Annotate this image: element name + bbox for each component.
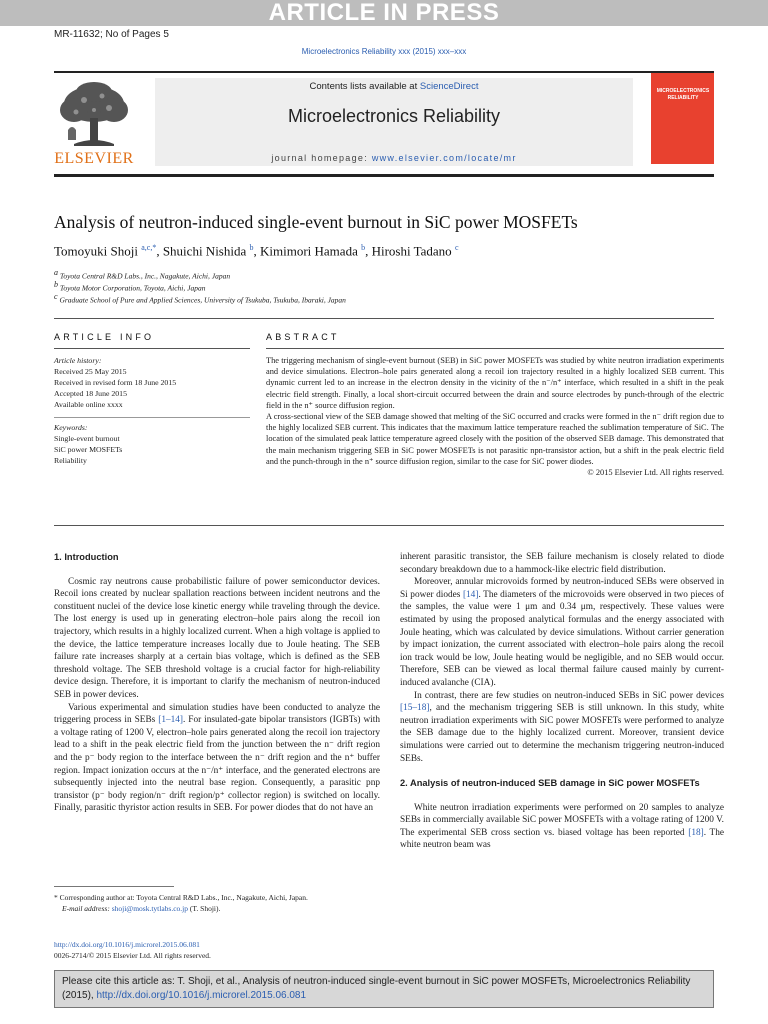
header-bottom-rule [54, 174, 714, 177]
author-list: Tomoyuki Shoji $^{a,c,*}$, Shuichi Nishida $^b$, Kimimori Hamada $^b$, Hiroshi Tadano $^c$ [54, 243, 459, 259]
contents-prefix: Contents lists available at [309, 81, 420, 92]
footnote-text: * Corresponding author at: Toyota Central R&D Labs., Inc., Nagakute, Aichi, Japan. [54, 893, 308, 902]
reference-link[interactable]: [14] [462, 589, 479, 600]
author-name: Kimimori Hamada [260, 243, 358, 259]
manuscript-id: MR-11632; No of Pages 5 [54, 29, 169, 40]
author-name: Shuichi Nishida [162, 243, 247, 259]
contents-line [155, 81, 633, 92]
affiliation-rule [54, 318, 714, 319]
header-top-rule [54, 71, 714, 73]
homepage-link[interactable]: www.elsevier.com/locate/mr [371, 153, 517, 163]
article-title: Analysis of neutron-induced single-event burnout in SiC power MOSFETs [54, 212, 578, 232]
citation-doi-link[interactable]: http://dx.doi.org/10.1016/j.microrel.2015.06.081 [96, 989, 307, 1001]
corresponding-author-footnote [54, 892, 384, 914]
author-affiliation-marker[interactable]: c [454, 243, 459, 252]
banner-text: ARTICLE IN PRESS [268, 0, 500, 26]
journal-title: Microelectronics Reliability [287, 106, 501, 126]
body-paragraph: Various experimental and simulation studies have been conducted to analyze the triggering process in SEBs [1–14]. For insulated-gate bipolar transistors (IGBTs) with a voltage rating of 1200 V, electron–hole pairs generated along the recoil ion trajectory lead to a shift in the peak electric field from the junction between the n⁻ drift region and the p⁻ body region to the interface between the n⁻ drift region and the n⁺ buffer region. Impact ionization occurs at the n⁻/n⁺ interface, and the generated electrons are subsequently injected into the neutral base region. Consequently, a parasitic pnp transistor (p⁻ body region/n⁻ drift region/p⁺ collector region) is switched on locally. Finally, parasitic thyristor action results in SEB. For power diodes that do not have an [54, 702, 380, 814]
elsevier-wordmark: ELSEVIER [54, 150, 134, 167]
reference-link[interactable]: [15–18] [400, 703, 430, 714]
section-heading: 1. Introduction [54, 552, 119, 562]
body-paragraph: inherent parasitic transistor, the SEB failure mechanism is closely related to diode secondary breakdown due to a hammock-like electric field distribution. [400, 552, 724, 575]
abstract-paragraph: The triggering mechanism of single-event burnout (SEB) in SiC power MOSFETs was studied by white neutron irradiation experiments and device simulations. Electron–hole pairs generated along a recoil ion trajectory resulted in a highly localized SEB current. This dynamic current led to an increase in the electron density in the vicinity of the n⁻/n⁺ interface, which resulted in a shift in the peak electric field strength. Finally, a local short-circuit occurred between the drain and source electrodes by punch-through of the electric field in the n⁺ source diffusion region. [266, 356, 724, 410]
history-item: Received in revised form 18 June 2015 [54, 378, 177, 387]
history-item: Accepted 18 June 2015 [54, 389, 127, 398]
homepage-prefix: journal homepage: [271, 153, 372, 163]
history-item: Received 25 May 2015 [54, 367, 127, 376]
abstract-bottom-rule [54, 525, 724, 526]
article-info-heading: ARTICLE INFO [54, 332, 155, 342]
article-history [54, 355, 176, 410]
email-line: E-mail address: shoji@mosk.tytlabs.co.jp (T. Shoji). [62, 904, 221, 913]
body-right-column [400, 551, 724, 852]
affiliation-c: $^c$ Graduate School of Pure and Applied Sciences, University of Tsukuba, Tsukuba, Ibaraki, Japan [54, 292, 346, 305]
abstract-paragraph: A cross-sectional view of the SEB damage showed that melting of the SiC occurred and cracks were formed in the n⁻ drift region due to the highly localized SEB current. This indicates that the maximum lattice temperature reached the sublimation temperature of SiC. The location of the simulated peak lattice temperature agreed closely with the position of the observed SEB damage. This demonstrated that the main mechanism triggering SEB in SiC power MOSFETs is not parasitic npn-transistor action, but a shift in the peak electric field and the punch-through in the n⁺ source diffusion region, similar to the case for SiC power diodes. [266, 412, 724, 466]
sciencedirect-link[interactable]: ScienceDirect [419, 81, 479, 92]
article-info-rule [54, 348, 250, 349]
abstract-heading: ABSTRACT [266, 332, 340, 342]
affiliation-b: $^b$ Toyota Motor Corporation, Toyota, Aichi, Japan [54, 280, 206, 293]
keywords-block [54, 422, 122, 466]
body-paragraph: White neutron irradiation experiments were performed on 20 samples to analyze SEBs in commercially available SiC power MOSFETs with a voltage rating of 1200 V. The experimental SEB cross section vs. biased voltage has been reported [18]. The white neutron beam was [400, 802, 724, 851]
issn-line: 0026-2714/© 2015 Elsevier Ltd. All rights reserved. [54, 951, 211, 960]
body-paragraph: Moreover, annular microvoids formed by neutron-induced SEBs were observed in Si power diodes [14]. The diameters of the microvoids were observed in two pieces of the samples, the value were 1 μm and 0.34 μm, respectively. These values were estimated by using the proposed analytical formulas and the energy associated with Joule heating, which was calculated by device simulations. Without carrier generation by impact ionization, the current associated with electron–hole pairs along the recoil ion track would be low, Joule heating would be negligible, and no SEB would occur. Therefore, SEB can be viewed as local thermal failure caused mainly by current-induced avalanche (CIA). [400, 577, 725, 688]
section-heading: 2. Analysis of neutron-induced SEB damage in SiC power MOSFETs [400, 778, 700, 789]
body-paragraph: Cosmic ray neutrons cause probabilistic failure of power semiconductor devices. Recoil ions created by nuclear spallation reactions between incident neutrons and the constituent nuclei of the device lose kinetic energy while traveling through the device. The lost energy is used up in generating electron–hole pairs along the recoil ion trajectory, which results in a highly localized current. When a high voltage is applied to the device, the lattice temperature increases locally due to Joule heating. The SEB failure rate increases sharply at a certain bias voltage, which is defined as the SEB threshold voltage. The SEB threshold voltage is a crucial factor for high-reliability device design. Therefore, it is important to clarify the mechanism of neutron-induced SEB in power devices. [54, 576, 380, 700]
affiliation-a: $^a$ Toyota Central R&D Labs., Inc., Nagakute, Aichi, Japan [54, 268, 231, 281]
author-affiliation-marker[interactable]: a,c,* [141, 243, 157, 252]
body-paragraph: In contrast, there are few studies on neutron-induced SEBs in SiC power devices [15–18], and the mechanism triggering SEB is still unknown. In this study, white neutron irradiation experiments with SiC power MOSFETs were performed to analyze the SEB damage due to the highly localized current. Moreover, transient device simulations were carried out to determine the mechanism triggering neutron-induced SEBs. [400, 690, 724, 764]
copyright-notice: © 2015 Elsevier Ltd. All rights reserved. [587, 468, 724, 478]
cover-title: MICROELECTRONICS RELIABILITY [656, 88, 710, 101]
keywords-label: Keywords: [54, 423, 88, 432]
author-name: Tomoyuki Shoji [54, 243, 138, 259]
history-label: Article history: [54, 356, 102, 365]
citation-text: Please cite this article as: T. Shoji, et al., Analysis of neutron-induced single-event burnout in SiC power MOSFETs, Microelectronics Reliability (2015), http://dx.doi.org/10.1016/j.microrel.2015.06.081 [62, 976, 691, 1001]
keyword: Reliability [54, 456, 87, 465]
keyword: SiC power MOSFETs [54, 445, 123, 454]
footnote-rule [54, 886, 174, 887]
author-name: Hiroshi Tadano [371, 243, 452, 259]
body-left-column [54, 551, 380, 815]
abstract-body [266, 355, 724, 478]
journal-homepage-line [155, 153, 633, 163]
author-affiliation-marker[interactable]: b [249, 243, 254, 252]
journal-cover-thumbnail [651, 73, 714, 164]
doi-link[interactable]: http://dx.doi.org/10.1016/j.microrel.2015.06.081 [54, 940, 200, 949]
history-item: Available online xxxx [54, 400, 123, 409]
journal-citation-link[interactable]: Microelectronics Reliability xxx (2015) xxx–xxx [301, 47, 467, 56]
email-link[interactable]: shoji@mosk.tytlabs.co.jp [111, 904, 189, 913]
reference-link[interactable]: [18] [688, 827, 704, 838]
author-affiliation-marker[interactable]: b [361, 243, 366, 252]
keywords-rule [54, 417, 250, 418]
abstract-rule [266, 348, 724, 349]
keyword: Single-event burnout [54, 434, 120, 443]
reference-link[interactable]: [1–14] [158, 715, 184, 726]
